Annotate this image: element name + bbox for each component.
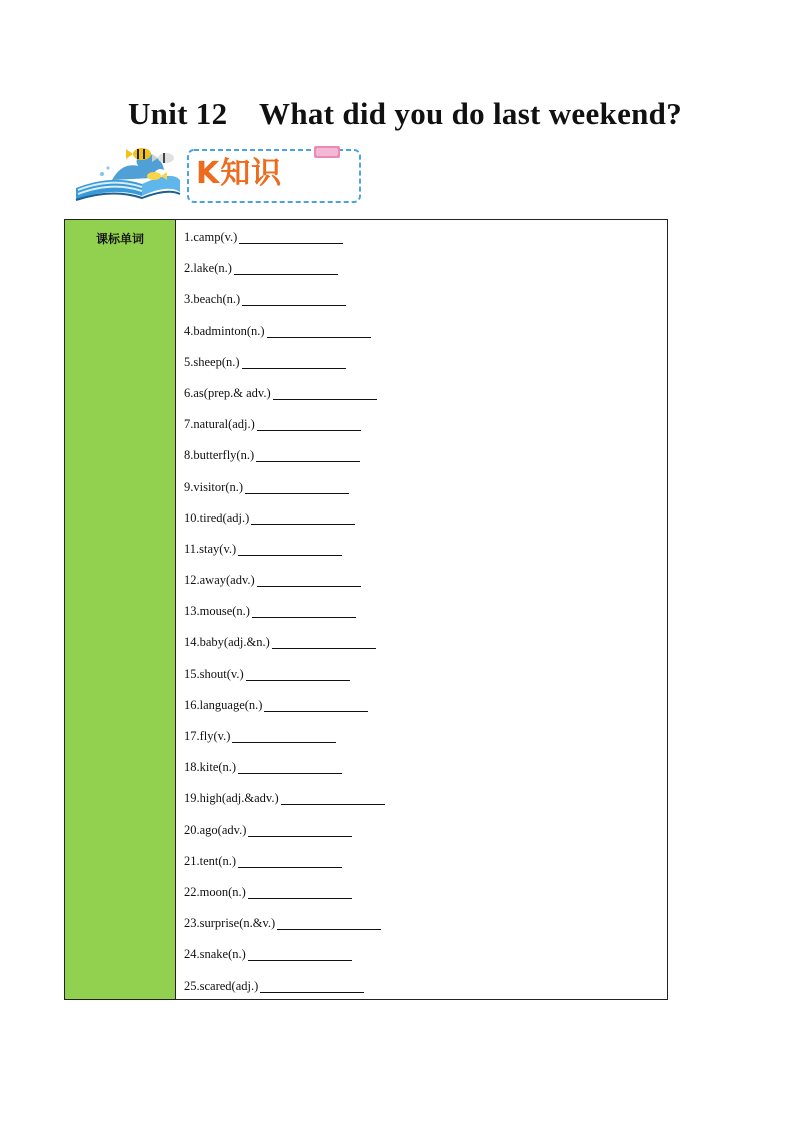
- list-item: 1.camp(v.): [184, 229, 667, 260]
- banner-label: K知识: [196, 156, 283, 191]
- list-item: 3.beach(n.): [184, 291, 667, 322]
- list-item: 21.tent(n.): [184, 853, 667, 884]
- answer-blank[interactable]: [239, 229, 343, 244]
- list-item: 7.natural(adj.): [184, 416, 667, 447]
- answer-blank[interactable]: [251, 510, 355, 525]
- page-title: Unit 12 What did you do last weekend?: [127, 96, 683, 131]
- answer-blank[interactable]: [264, 697, 368, 712]
- answer-blank[interactable]: [257, 572, 361, 587]
- list-item: 6.as(prep.& adv.): [184, 385, 667, 416]
- list-item: 4.badminton(n.): [184, 323, 667, 354]
- list-item: 9.visitor(n.): [184, 479, 667, 510]
- list-item: 8.butterfly(n.): [184, 447, 667, 478]
- answer-blank[interactable]: [273, 385, 377, 400]
- answer-blank[interactable]: [257, 416, 361, 431]
- category-label: 课标单词: [95, 232, 144, 246]
- answer-blank[interactable]: [232, 728, 336, 743]
- answer-blank[interactable]: [242, 291, 346, 306]
- list-item: 15.shout(v.): [184, 666, 667, 697]
- category-cell: [65, 220, 176, 999]
- answer-blank[interactable]: [277, 915, 381, 930]
- list-item: 17.fly(v.): [184, 728, 667, 759]
- answer-blank[interactable]: [238, 853, 342, 868]
- list-item: 22.moon(n.): [184, 884, 667, 915]
- answer-blank[interactable]: [256, 447, 360, 462]
- list-item: 24.snake(n.): [184, 946, 667, 977]
- word-list: [176, 220, 667, 999]
- answer-blank[interactable]: [248, 884, 352, 899]
- answer-blank[interactable]: [272, 634, 376, 649]
- list-item: 5.sheep(n.): [184, 354, 667, 385]
- answer-blank[interactable]: [267, 323, 371, 338]
- list-item: 14.baby(adj.&n.): [184, 634, 667, 665]
- list-item: 13.mouse(n.): [184, 603, 667, 634]
- list-item: 16.language(n.): [184, 697, 667, 728]
- list-item: 23.surprise(n.&v.): [184, 915, 667, 946]
- list-item: 18.kite(n.): [184, 759, 667, 790]
- list-item: 12.away(adv.): [184, 572, 667, 603]
- answer-blank[interactable]: [245, 479, 349, 494]
- list-item: 25.scared(adj.): [184, 978, 667, 1009]
- list-item: 19.high(adj.&adv.): [184, 790, 667, 821]
- list-item: 20.ago(adv.): [184, 822, 667, 853]
- answer-blank[interactable]: [260, 978, 364, 993]
- list-item: 10.tired(adj.): [184, 510, 667, 541]
- answer-blank[interactable]: [234, 260, 338, 275]
- answer-blank[interactable]: [238, 541, 342, 556]
- answer-blank[interactable]: [252, 603, 356, 618]
- answer-blank[interactable]: [238, 759, 342, 774]
- answer-blank[interactable]: [242, 354, 346, 369]
- list-item: 2.lake(n.): [184, 260, 667, 291]
- answer-blank[interactable]: [248, 946, 352, 961]
- answer-blank[interactable]: [281, 790, 385, 805]
- answer-blank[interactable]: [248, 822, 352, 837]
- answer-blank[interactable]: [246, 666, 350, 681]
- list-item: 11.stay(v.): [184, 541, 667, 572]
- vocabulary-table: [64, 219, 668, 1000]
